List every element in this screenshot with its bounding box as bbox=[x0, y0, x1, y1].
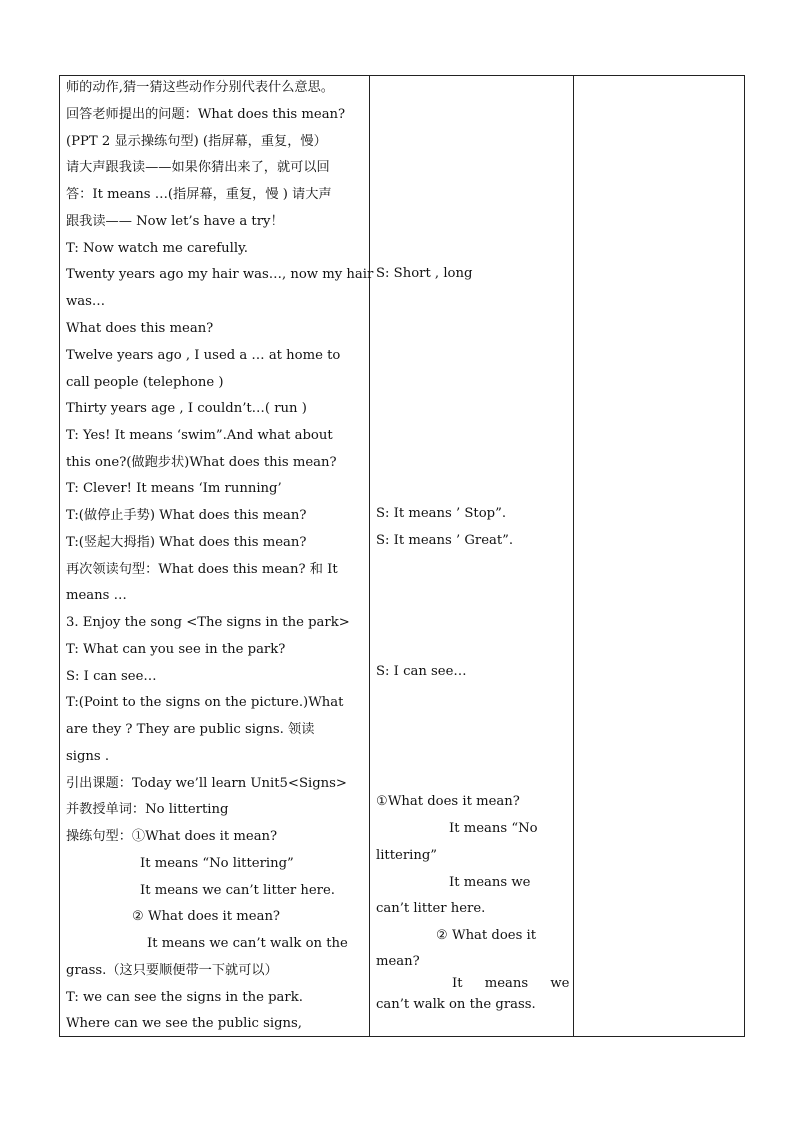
teacher-line: T: Now watch me carefully. bbox=[66, 241, 248, 256]
teacher-line: It means we can’t walk on the bbox=[147, 936, 348, 951]
teacher-line: (PPT 2 显示操练句型) (指屏幕，重复，慢） bbox=[66, 134, 327, 149]
student-line: can’t litter here. bbox=[376, 901, 486, 916]
teacher-line: 3. Enjoy the song <The signs in the park> bbox=[66, 615, 350, 630]
teacher-line: Where can we see the public signs, bbox=[66, 1016, 302, 1031]
student-activity-column bbox=[370, 76, 574, 1036]
teacher-line: It means we can’t litter here. bbox=[140, 883, 335, 898]
teacher-line: 引出课题：Today we’ll learn Unit5<Signs> bbox=[66, 776, 347, 791]
teacher-line: T: What can you see in the park? bbox=[66, 642, 286, 657]
teacher-line: Thirty years age , I couldn’t…( run ) bbox=[66, 401, 307, 416]
student-line: littering” bbox=[376, 848, 438, 863]
teacher-line: signs . bbox=[66, 749, 110, 764]
student-line: It means “No bbox=[449, 821, 538, 836]
teacher-line: 请大声跟我读——如果你猜出来了，就可以回 bbox=[66, 160, 330, 175]
teacher-line: 跟我读—— Now let’s have a try！ bbox=[66, 214, 284, 229]
teacher-line: 答：It means …(指屏幕，重复，慢 ) 请大声 bbox=[66, 187, 332, 202]
teacher-line: It means “No littering” bbox=[140, 856, 294, 871]
teacher-line: 回答老师提出的问题：What does this mean? bbox=[66, 107, 346, 122]
teacher-line: 再次领读句型：What does this mean? 和 It bbox=[66, 562, 338, 577]
teacher-line: T:(做停止手势) What does this mean? bbox=[66, 508, 307, 523]
lesson-plan-table bbox=[59, 75, 745, 1037]
teacher-activity-column bbox=[60, 76, 374, 1036]
teacher-line: S: I can see… bbox=[66, 669, 157, 684]
teacher-line: T:(竖起大拇指) What does this mean? bbox=[66, 535, 307, 550]
student-line: S: Short , long bbox=[376, 266, 473, 281]
teacher-line: call people (telephone ) bbox=[66, 375, 224, 390]
teacher-line: this one?(做跑步状)What does this mean? bbox=[66, 455, 337, 470]
teacher-line: 操练句型：①What does it mean? bbox=[66, 829, 278, 844]
teacher-line: What does this mean? bbox=[66, 321, 214, 336]
teacher-line: Twelve years ago , I used a … at home to bbox=[66, 348, 341, 363]
notes-column bbox=[574, 76, 744, 1036]
teacher-line: grass.（这只要顺便带一下就可以） bbox=[66, 963, 278, 978]
teacher-line: T:(Point to the signs on the picture.)What bbox=[66, 695, 344, 710]
student-line: ② What does it bbox=[436, 928, 537, 943]
student-line: S: It means ’ Stop”. bbox=[376, 506, 507, 521]
teacher-line: means … bbox=[66, 588, 127, 603]
teacher-line: 师的动作,猜一猜这些动作分别代表什么意思。 bbox=[66, 80, 334, 95]
student-line: ①What does it mean? bbox=[376, 794, 520, 809]
teacher-line: 并教授单词：No litterting bbox=[66, 802, 229, 817]
teacher-line: Twenty years ago my hair was…, now my hair bbox=[66, 267, 374, 282]
student-line: S: It means ’ Great”. bbox=[376, 533, 514, 548]
student-line: S: I can see… bbox=[376, 664, 467, 679]
student-line: It means we bbox=[452, 976, 570, 991]
teacher-line: are they ? They are public signs. 领读 bbox=[66, 722, 315, 737]
student-line: mean? bbox=[376, 954, 420, 969]
teacher-line: T: Yes! It means ‘swim”.And what about bbox=[66, 428, 333, 443]
teacher-line: T: we can see the signs in the park. bbox=[66, 990, 303, 1005]
teacher-line: was… bbox=[66, 294, 106, 309]
teacher-line: ② What does it mean? bbox=[132, 909, 281, 924]
teacher-line: T: Clever! It means ‘Im running’ bbox=[66, 481, 282, 496]
student-line: can’t walk on the grass. bbox=[376, 997, 536, 1012]
student-line: It means we bbox=[449, 875, 531, 890]
